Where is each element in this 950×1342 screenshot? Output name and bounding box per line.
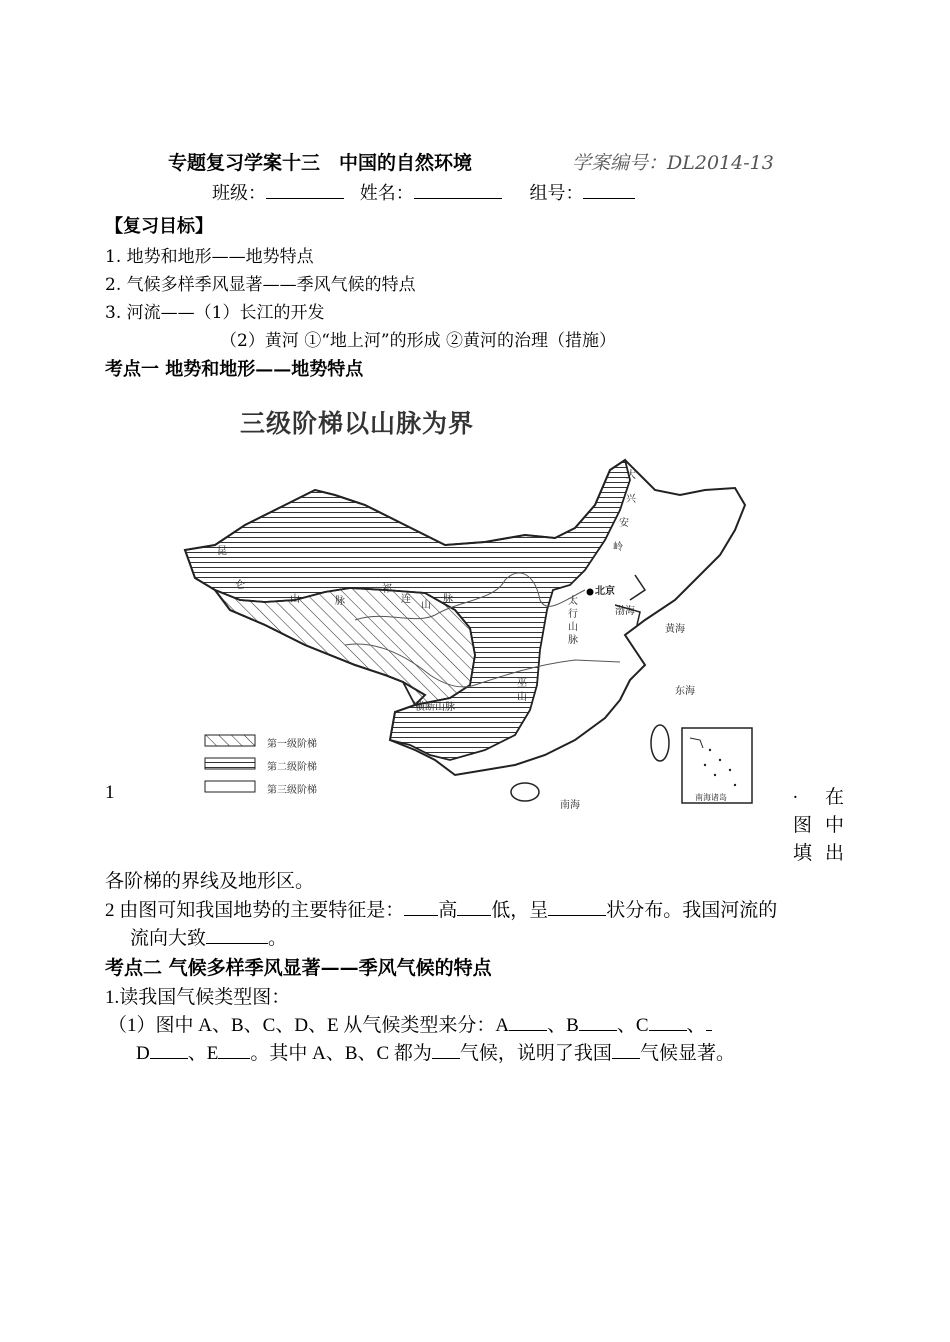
blank-climate-type[interactable] bbox=[432, 1040, 460, 1059]
section1-heading: 考点一 地势和地形——地势特点 bbox=[105, 359, 364, 380]
s2-q1-1-line2: D 、E 。其中 A、B、C 都为 气候，说明了我国 气候显著。 bbox=[136, 1038, 735, 1065]
taihang-label-1: 太 bbox=[568, 596, 578, 607]
daxinganling-label-4: 岭 bbox=[613, 542, 623, 553]
q2-line2: 流向大致 。 bbox=[130, 923, 287, 950]
name-field[interactable] bbox=[414, 180, 502, 199]
s2-q1: 1.读我国气候类型图： bbox=[105, 987, 291, 1008]
daxinganling-label-1: 大 bbox=[626, 470, 636, 481]
blank-a[interactable] bbox=[509, 1012, 547, 1031]
daxinganling-label-3: 安 bbox=[619, 518, 629, 529]
q2-blank-low[interactable] bbox=[457, 897, 491, 916]
blank-climate-feature[interactable] bbox=[612, 1040, 640, 1059]
q2-blank-flow[interactable] bbox=[206, 925, 268, 944]
doc-number: 学案编号：DL2014-13 bbox=[572, 152, 774, 174]
q1-side-3: 图 bbox=[793, 815, 813, 836]
kunlun-label-4: 脉 bbox=[335, 596, 345, 607]
legend-label-first: 第一级阶梯 bbox=[267, 739, 317, 750]
legend-label-second: 第二级阶梯 bbox=[267, 762, 317, 773]
goal-item-1: 1. 地势和地形——地势特点 bbox=[105, 247, 314, 267]
class-label: 班级： bbox=[212, 183, 266, 204]
bohai-label: 渤海 bbox=[615, 606, 635, 617]
s2-q1-1-line1: （1）图中 A、B、C、D、E 从气候类型来分：A 、B 、C 、 bbox=[108, 1010, 712, 1037]
q1-number: 1 bbox=[105, 782, 115, 803]
hengduan-label: 横断山脉 bbox=[415, 702, 455, 713]
map-labels bbox=[175, 450, 765, 820]
legend-label-third: 第三级阶梯 bbox=[267, 785, 317, 796]
map-title: 三级阶梯以山脉为界 bbox=[240, 409, 475, 438]
beijing-label: 北京 bbox=[595, 586, 615, 597]
q1-side-5: 填 bbox=[793, 843, 813, 864]
blank-c[interactable] bbox=[649, 1012, 687, 1031]
kunlun-label-1: 昆 bbox=[217, 546, 227, 557]
blank-d[interactable] bbox=[150, 1040, 188, 1059]
q1-side-6: 出 bbox=[825, 843, 845, 864]
goal-item-3: 3. 河流——（1）长江的开发 bbox=[105, 303, 325, 323]
donghai-label: 东海 bbox=[675, 686, 695, 697]
wushan-label-2: 山 bbox=[517, 692, 527, 703]
q2-blank-shape[interactable] bbox=[548, 897, 606, 916]
group-label: 组号： bbox=[529, 183, 584, 204]
q1-side-1: . bbox=[793, 782, 798, 803]
kunlun-label-3: 山 bbox=[290, 594, 300, 605]
goal-item-4: （2）黄河 ①“地上河”的形成 ②黄河的治理（措施） bbox=[220, 331, 617, 351]
qilian-label-3: 山 bbox=[421, 600, 431, 611]
qilian-label-2: 连 bbox=[401, 594, 411, 605]
daxinganling-label-2: 兴 bbox=[626, 494, 636, 505]
page-title: 专题复习学案十三 中国的自然环境 bbox=[168, 152, 473, 174]
huanghai-label: 黄海 bbox=[665, 624, 685, 635]
taihang-label-2: 行 bbox=[568, 609, 578, 620]
kunlun-label-2: 仑 bbox=[235, 580, 245, 591]
section2-heading: 考点二 气候多样季风显著——季风气候的特点 bbox=[105, 957, 492, 979]
q1-side-4: 中 bbox=[825, 815, 845, 836]
inset-label: 南海诸岛 bbox=[695, 793, 727, 802]
blank-b[interactable] bbox=[579, 1012, 617, 1031]
wushan-label-1: 巫 bbox=[517, 678, 527, 689]
blank-e[interactable] bbox=[218, 1040, 250, 1059]
goals-heading: 【复习目标】 bbox=[105, 216, 213, 237]
goal-item-2: 2. 气候多样季风显著——季风气候的特点 bbox=[105, 275, 416, 295]
qilian-label-4: 脉 bbox=[443, 594, 453, 605]
q1-side-2: 在 bbox=[825, 787, 845, 808]
taihang-label-3: 山 bbox=[568, 622, 578, 633]
student-info-row bbox=[212, 179, 635, 205]
q1-rest: 各阶梯的界线及地形区。 bbox=[105, 871, 315, 892]
nanhai-label: 南海 bbox=[560, 800, 580, 811]
group-field[interactable] bbox=[583, 180, 635, 199]
qilian-label-1: 祁 bbox=[382, 584, 392, 595]
name-label: 姓名： bbox=[359, 183, 414, 204]
taihang-label-4: 脉 bbox=[568, 635, 578, 646]
q2-blank-high[interactable] bbox=[404, 897, 438, 916]
class-field[interactable] bbox=[266, 180, 344, 199]
q2-line1: 2 由图可知我国地势的主要特征是： 高 低，呈 状分布。我国河流的 bbox=[105, 895, 777, 922]
